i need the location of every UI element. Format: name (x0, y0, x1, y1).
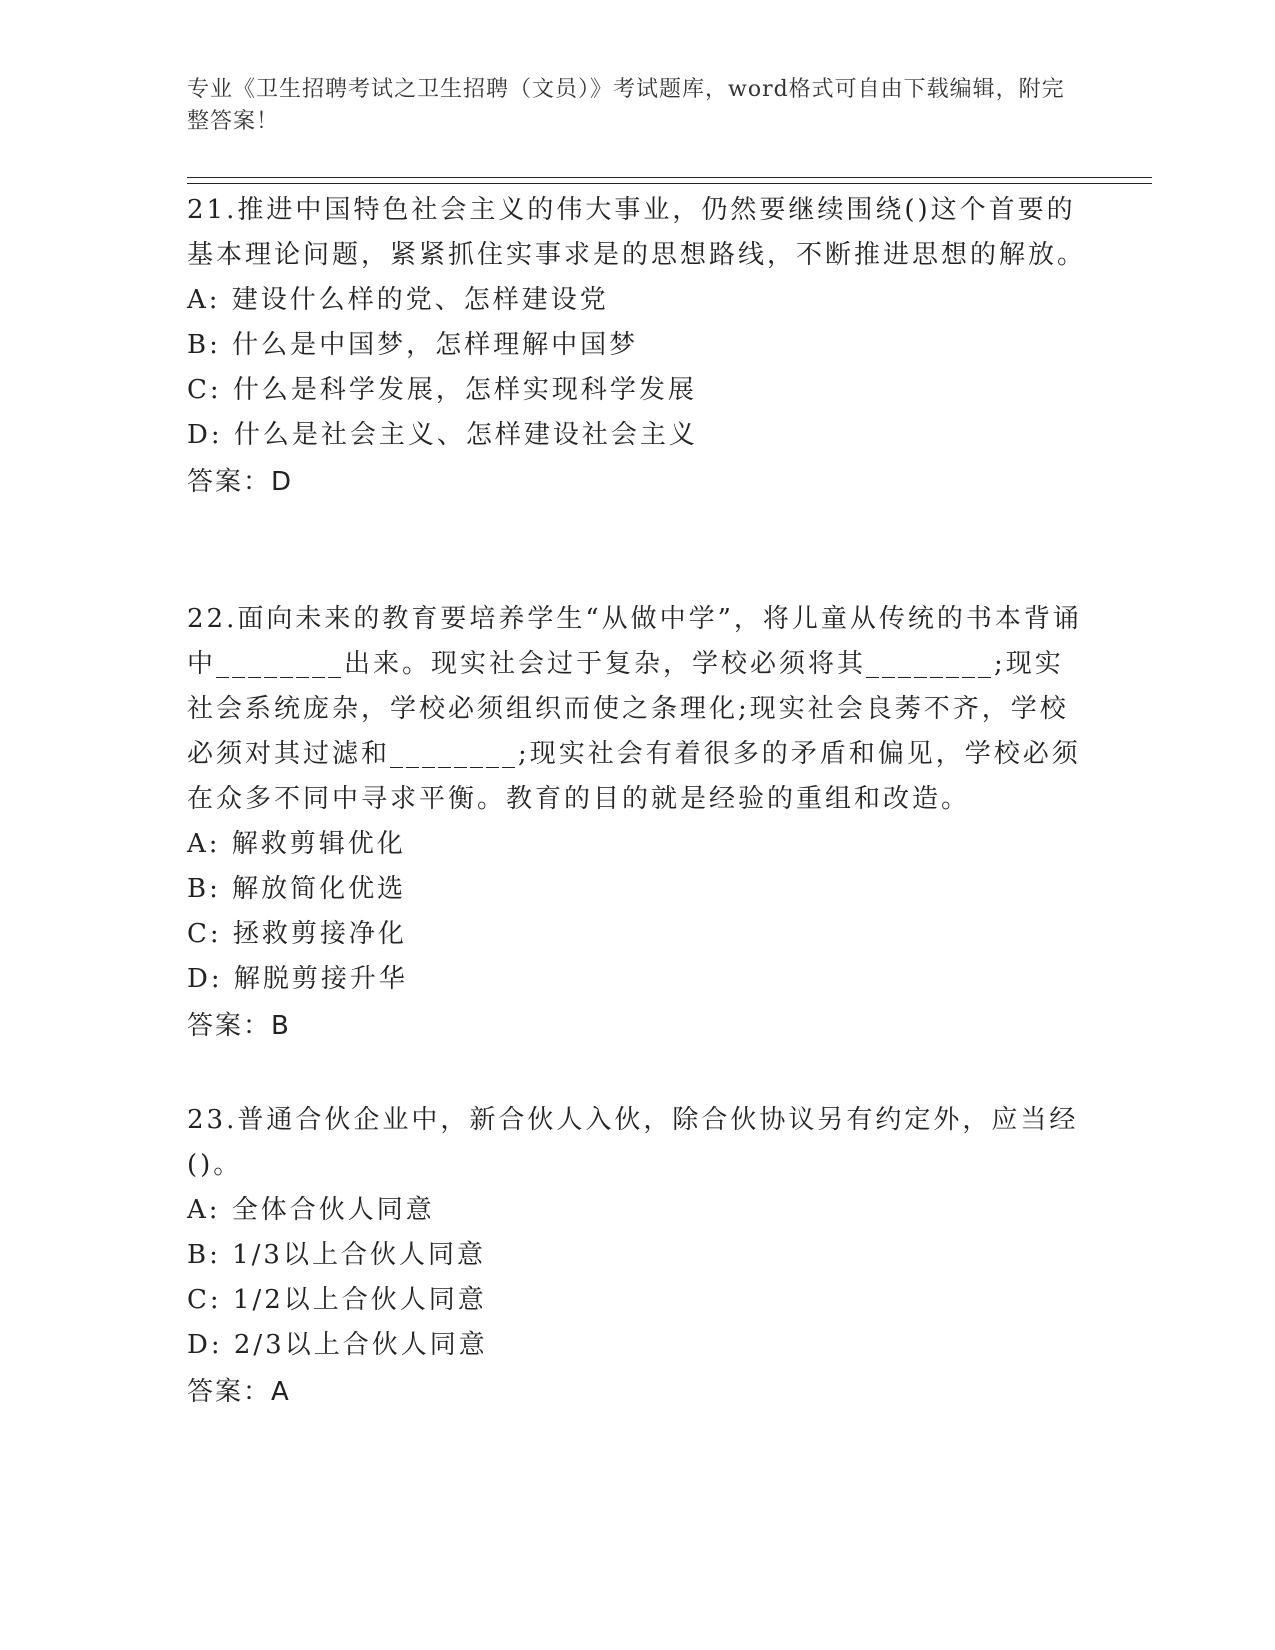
question-stem: 21.推进中国特色社会主义的伟大事业，仍然要继续围绕()这个首要的基本理论问题，紧紧抓住实事求是的思想路线，不断推进思想的解放。 (187, 195, 1087, 270)
option-c: C: 1/2以上合伙人同意 (187, 1285, 487, 1315)
option-b: B: 什么是中国梦，怎样理解中国梦 (187, 330, 639, 360)
question-stem: 22.面向未来的教育要培养学生“从做中学”，将儿童从传统的书本背诵中________出来。现实社会过于复杂，学校必须将其________;现实社会系统庞杂，学校必须组织而使之条理化;现实社会良莠不齐，学校必须对其过滤和________;现实社会有着很多的矛盾和偏见，学校必须在众多不同中寻求平衡。教育的目的就是经验的重组和改造。 (187, 604, 1082, 814)
option-b: B: 解放简化优选 (187, 874, 407, 904)
document-header: 专业《卫生招聘考试之卫生招聘（文员）》考试题库，word格式可自由下载编辑，附完整答案！ (187, 77, 1065, 134)
question-item (187, 597, 1087, 1050)
option-a: A: 全体合伙人同意 (187, 1195, 435, 1225)
answer-line: 答案：A (187, 1377, 291, 1407)
question-stem: 23.普通合伙企业中，新合伙人入伙，除合伙协议另有约定外，应当经()。 (187, 1105, 1079, 1180)
question-item (187, 1098, 1087, 1416)
option-b: B: 1/3以上合伙人同意 (187, 1240, 486, 1270)
answer-line: 答案：B (187, 1011, 291, 1041)
option-a: A: 解救剪辑优化 (187, 829, 406, 859)
option-list (187, 1188, 1087, 1368)
question-item (187, 188, 1087, 506)
option-d: D: 2/3以上合伙人同意 (187, 1330, 488, 1360)
header-divider-bottom (187, 183, 1152, 184)
answer-line: 答案：D (187, 467, 294, 497)
option-d: D: 什么是社会主义、怎样建设社会主义 (187, 420, 698, 450)
option-list (187, 822, 1087, 1002)
option-a: A: 建设什么样的党、怎样建设党 (187, 285, 609, 315)
option-list (187, 278, 1087, 458)
option-d: D: 解脱剪接升华 (187, 964, 408, 994)
option-c: C: 什么是科学发展，怎样实现科学发展 (187, 375, 697, 405)
option-c: C: 拯救剪接净化 (187, 919, 407, 949)
header-divider-top (187, 177, 1152, 178)
